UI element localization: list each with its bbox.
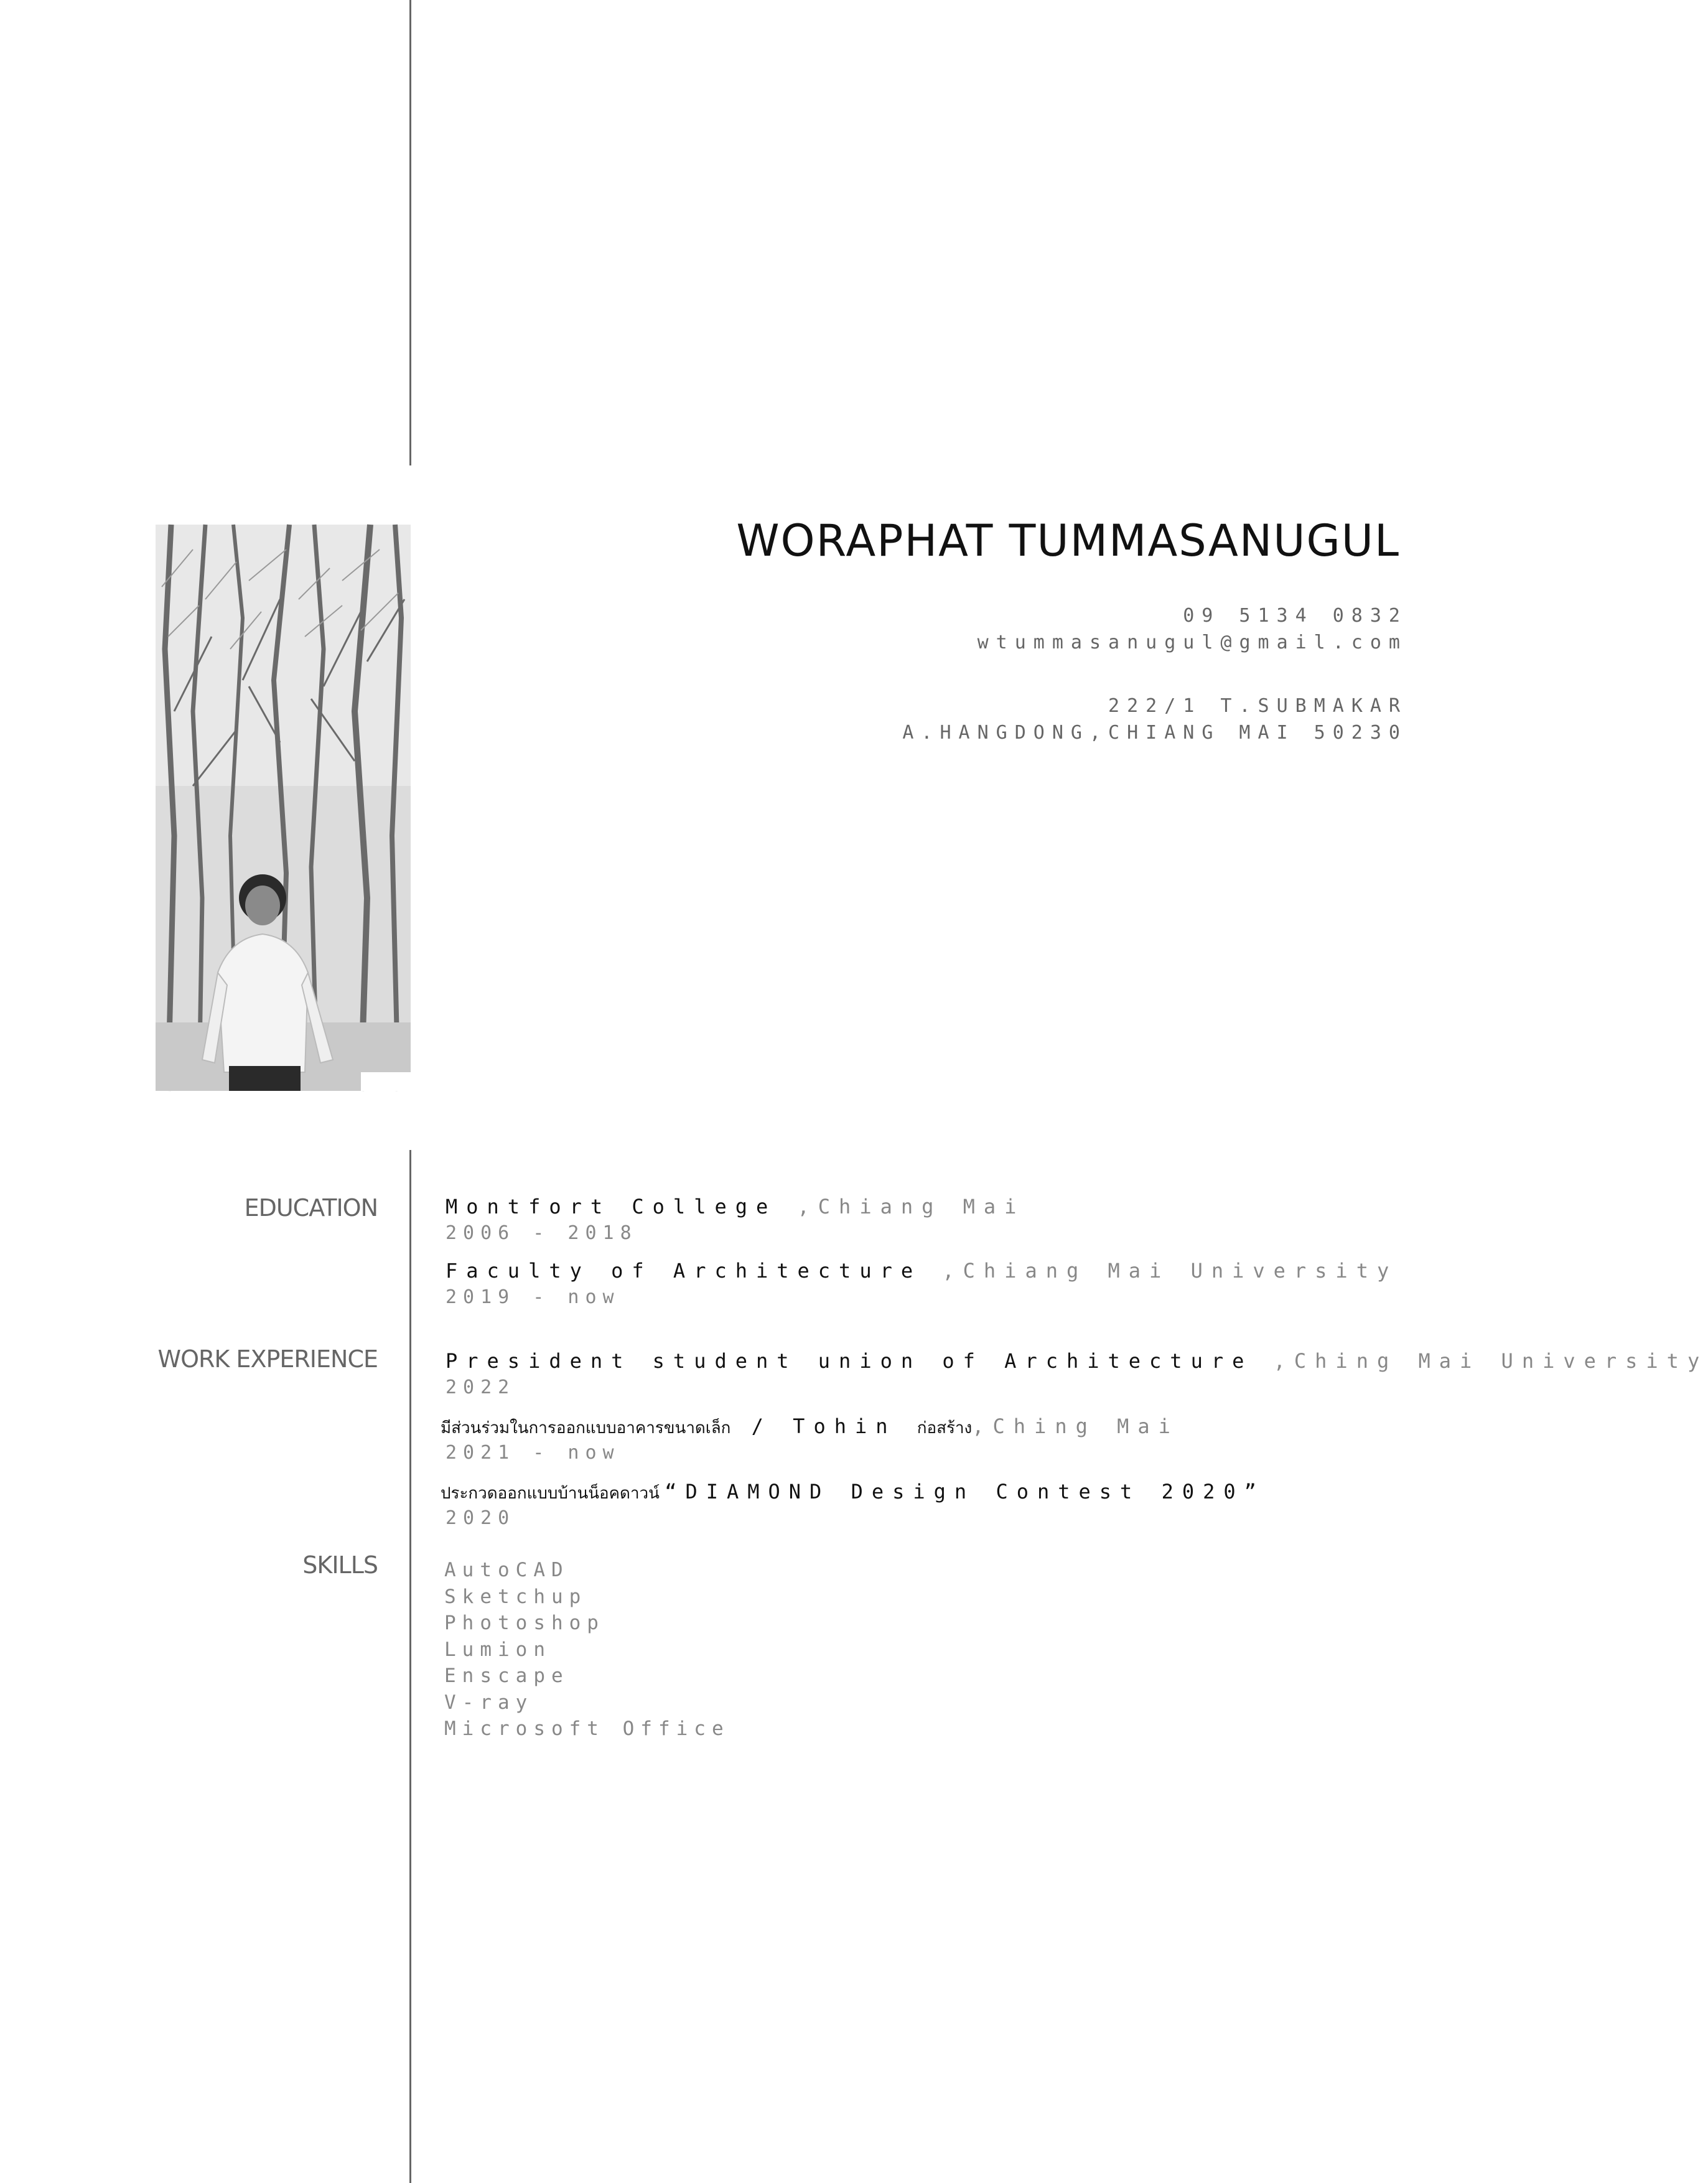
- work-description-thai: มีส่วนร่วมในการออกแบบอาคารขนาดเล็ก: [441, 1419, 731, 1437]
- work-period: 2022: [446, 1377, 516, 1398]
- address-line-2: A.HANGDONG,CHIANG MAI 50230: [902, 722, 1407, 744]
- phone-number: 09 5134 0832: [1183, 605, 1407, 627]
- email-address: wtummasanugul@gmail.com: [977, 632, 1407, 653]
- skill-item: Photoshop: [444, 1612, 605, 1634]
- education-period: 2019 - now: [446, 1286, 620, 1308]
- work-location: ,Ching Mai University: [1253, 1349, 1708, 1373]
- education-school: Faculty of Architecture: [446, 1259, 922, 1283]
- divider-line-bottom: [409, 1150, 411, 2183]
- education-period: 2006 - 2018: [446, 1222, 638, 1244]
- divider-line-top: [409, 0, 411, 465]
- education-entry-title: [446, 1259, 1398, 1283]
- work-experience-heading: WORK EXPERIENCE: [157, 1345, 378, 1373]
- education-heading: EDUCATION: [244, 1194, 378, 1222]
- education-location: ,Chiang Mai: [777, 1195, 1025, 1218]
- work-role: / Tohin: [730, 1414, 917, 1438]
- work-entry-title: [441, 1414, 1179, 1441]
- skill-item: Sketchup: [444, 1585, 587, 1608]
- work-role: “DIAMOND Design Contest 2020”: [665, 1480, 1265, 1503]
- work-period: 2020: [446, 1507, 516, 1529]
- education-location: ,Chiang Mai University: [922, 1259, 1398, 1283]
- skill-item: Enscape: [444, 1665, 569, 1687]
- work-description-thai-suffix: ก่อสร้าง: [917, 1419, 973, 1437]
- skill-item: Lumion: [444, 1638, 551, 1661]
- candidate-name: WORAPHAT TUMMASANUGUL: [736, 515, 1400, 566]
- work-period: 2021 - now: [446, 1442, 620, 1464]
- work-entry-title: [446, 1349, 1708, 1373]
- skills-heading: SKILLS: [302, 1551, 378, 1579]
- work-description-thai: ประกวดออกแบบบ้านน็อคดาวน์: [441, 1484, 665, 1503]
- work-role: President student union of Architecture: [446, 1349, 1253, 1373]
- address-line-1: 222/1 T.SUBMAKAR: [1108, 695, 1407, 717]
- skill-item: Microsoft Office: [444, 1718, 730, 1740]
- work-entry-title: [441, 1480, 1265, 1506]
- skill-item: V-ray: [444, 1691, 534, 1714]
- profile-photo: [156, 525, 411, 1091]
- education-school: Montfort College: [446, 1195, 777, 1218]
- work-location: ,Ching Mai: [972, 1414, 1179, 1438]
- skill-item: AutoCAD: [444, 1559, 569, 1581]
- skills-list: [444, 1557, 730, 1742]
- education-entry-title: [446, 1195, 1025, 1218]
